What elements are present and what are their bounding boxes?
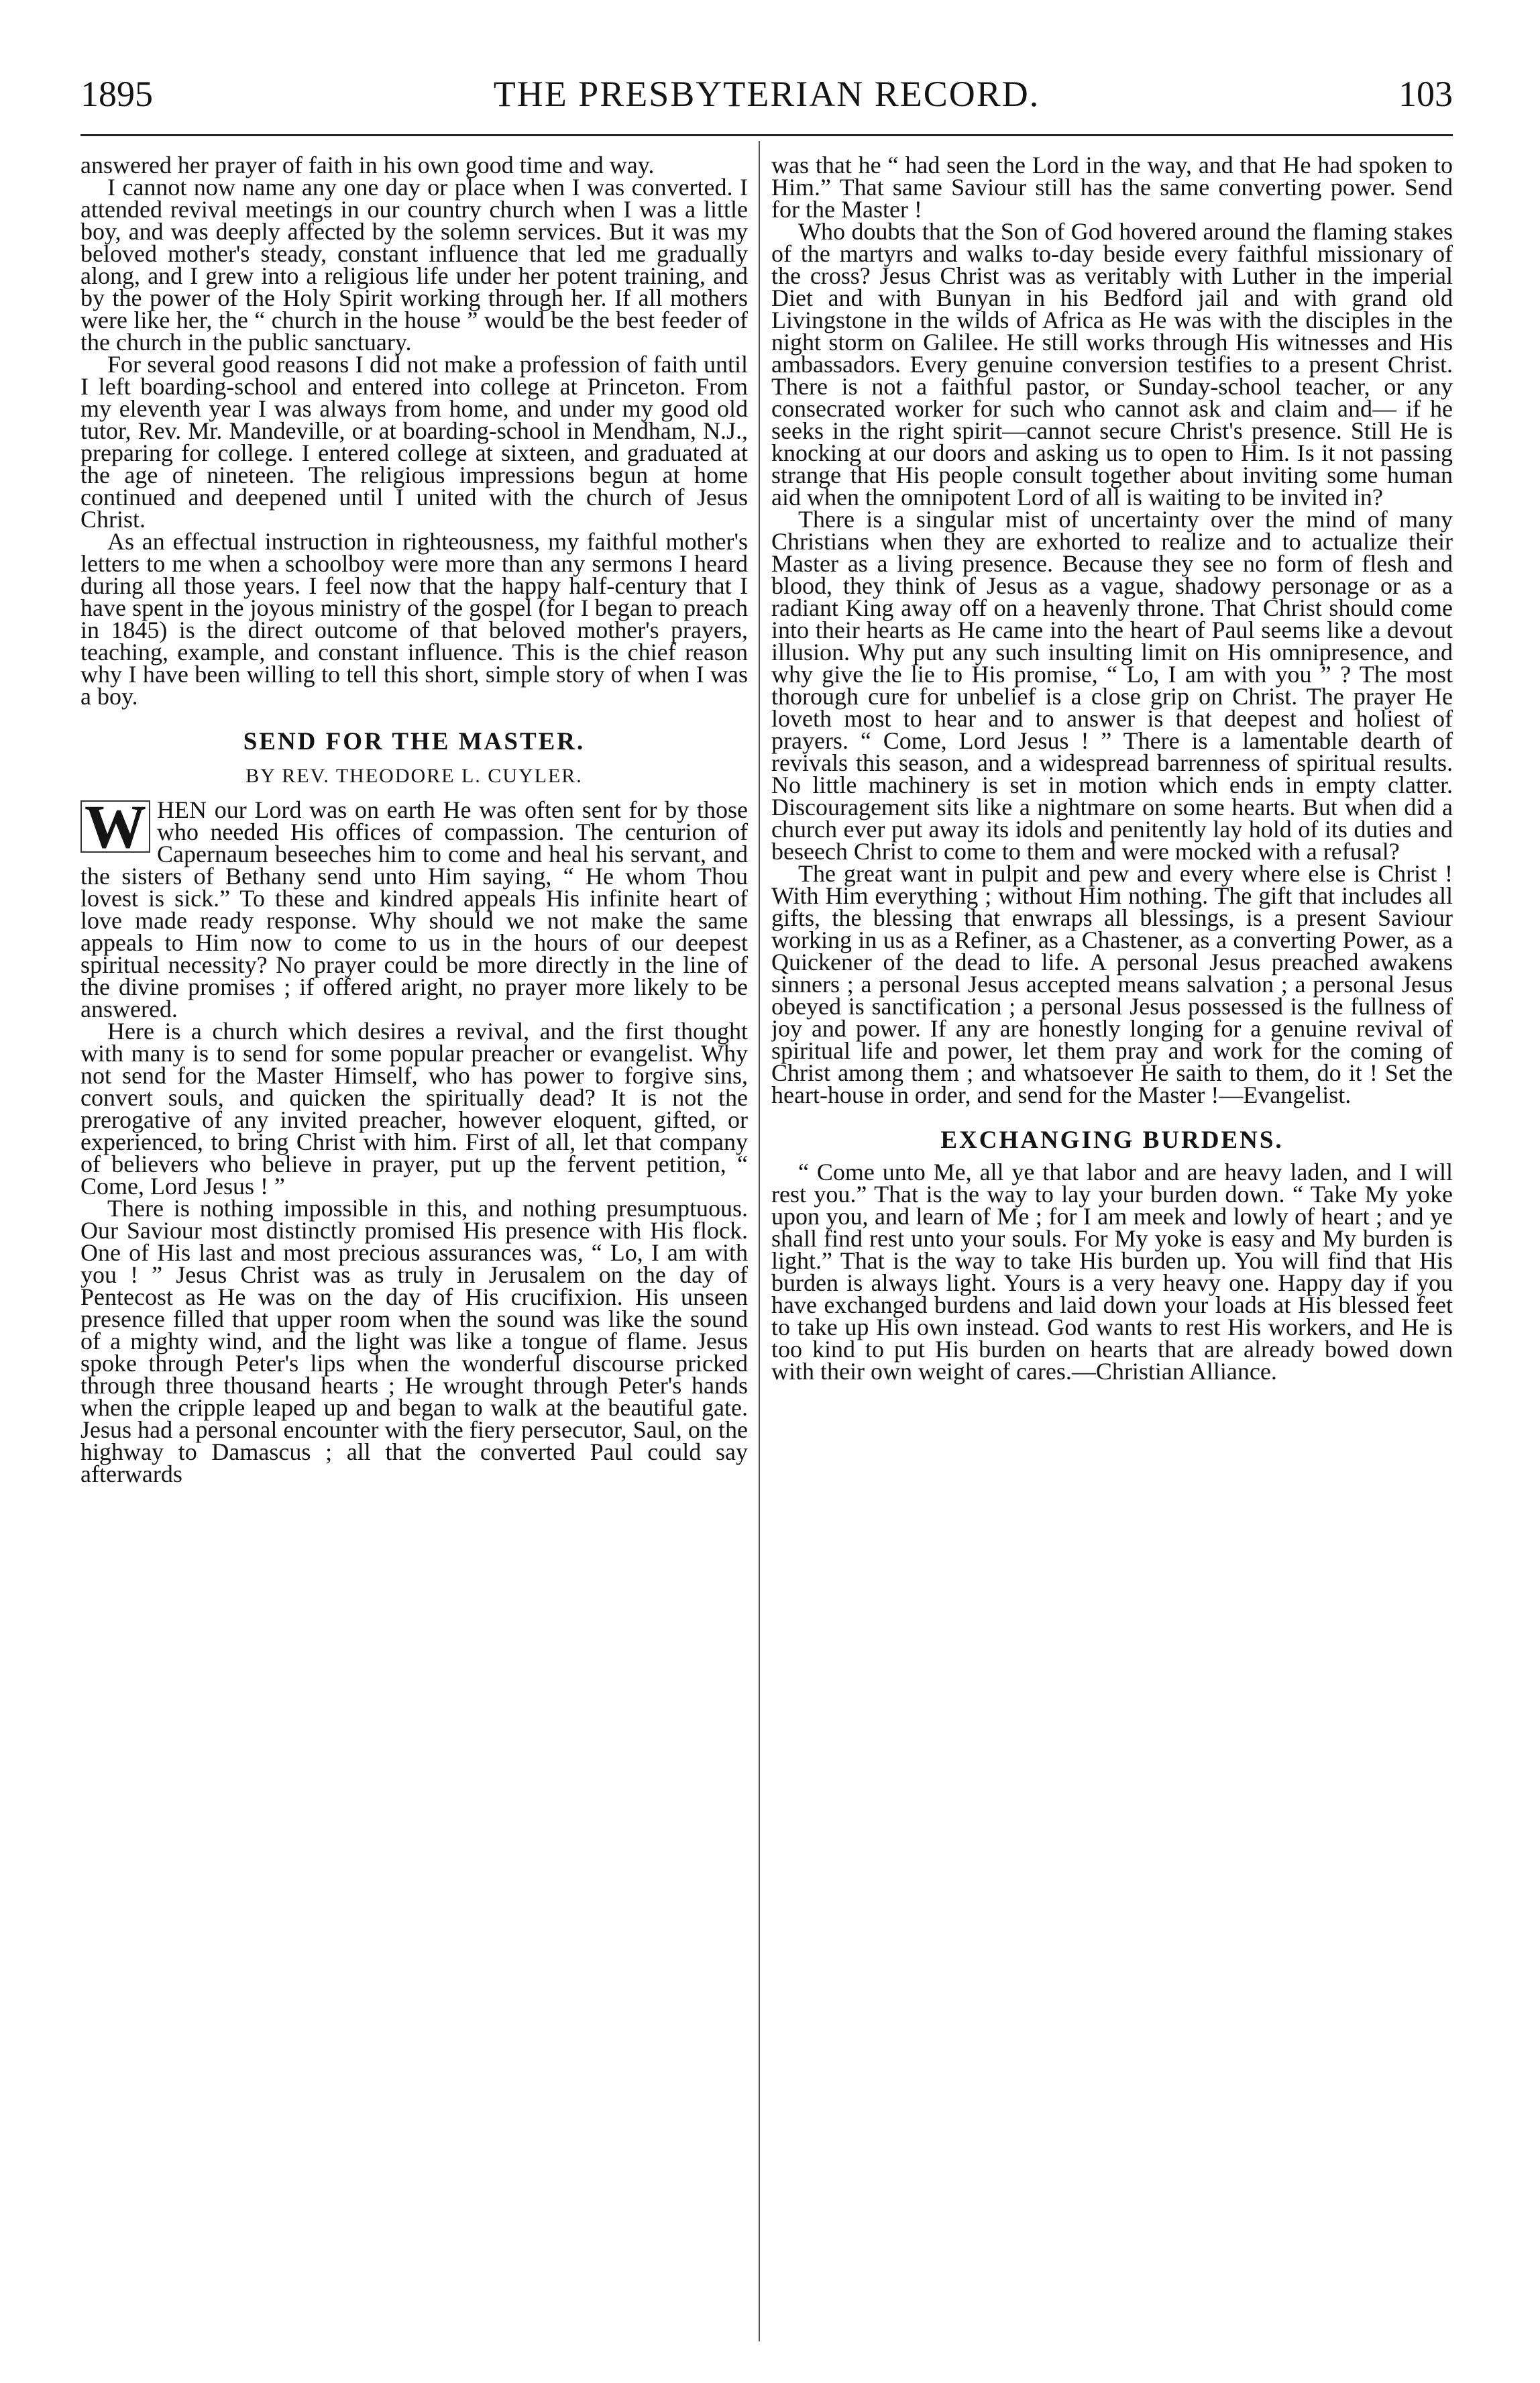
article-headline: EXCHANGING BURDENS. bbox=[940, 1126, 1284, 1154]
paragraph: Who doubts that the Son of God hovered around the flaming stakes of the martyrs and walks to-day beside every faithful missionary of the cross? Jesus Christ was as veritably with Luther in the imperial Diet and with Bunyan in his Bedford jail and with grand old Livingstone in the wilds of Africa as He was with the disciples in the night storm on Galilee. He still works through His witnesses and His ambassadors. Every genuine conversion testifies to a present Christ. There is not a faithful pastor, or Sunday-school teacher, or any consecrated worker for such who cannot ask and claim and— if he seeks in the right spirit—cannot secure Christ's presence. Still He is knocking at our doors and asking us to open to Him. Is it not passing strange that His people consult together about inviting some human aid when the omnipotent Lord of all is waiting to be invited in? bbox=[771, 218, 1453, 511]
paragraph: was that he “ had seen the Lord in the way, and that He had spoken to Him.” That same Saviour still has the same converting power. Send for the Master ! bbox=[771, 154, 1453, 223]
paragraph: I cannot now name any one day or place when I was converted. I attended revival meetings in our country church when I was a little boy, and was deeply affected by the solemn services. But it was my beloved mother's steady, constant influence that led me gradually along, and I grew into a religious life under her potent training, and by the power of the Holy Spirit working through her. If all mothers were like her, the “ church in the house ” would be the best feeder of the church in the public sanctuary. bbox=[80, 174, 748, 356]
paragraph: As an effectual instruction in righteousness, my faithful mother's letters to me when a schoolboy were more than any sermons I heard during all those years. I feel now that the happy half-century that I have spent in the joyous ministry of the gospel (for I began to preach in 1845) is the direct outcome of that beloved mother's prayers, teaching, example, and constant influence. This is the chief reason why I have been willing to tell this short, simple story of when I was a boy. bbox=[80, 528, 748, 710]
paragraph: For several good reasons I did not make a profession of faith until I left boarding-school and entered into college at Princeton. From my eleventh year I was always from home, and under my good old tutor, Rev. Mr. Mandeville, or at boarding-school in Mendham, N.J., preparing for college. I entered college at sixteen, and graduated at the age of nineteen. The religious impressions begun at home continued and deepened until I united with the church of Jesus Christ. bbox=[80, 351, 748, 533]
article-headline: SEND FOR THE MASTER. bbox=[243, 728, 586, 755]
page-header bbox=[80, 64, 1453, 124]
article-byline: BY REV. THEODORE L. CUYLER. bbox=[245, 765, 583, 787]
drop-cap: W bbox=[80, 800, 150, 853]
paragraph: There is nothing impossible in this, and nothing presumptuous. Our Saviour most distinctly promised His presence with His flock. One of His last and most precious assurances was, “ Lo, I am with you ! ” Jesus Christ was as truly in Jerusalem on the day of Pentecost as He was on the day of His crucifixion. His unseen presence filled that upper room when the sound was like the sound of a mighty wind, and the light was like a tongue of flame. Jesus spoke through Peter's lips when the wonderful discourse pricked through three thousand hearts ; He wrought through Peter's hands when the cripple leaped up and began to walk at the beautiful gate. Jesus had a personal encounter with the fiery persecutor, Saul, on the highway to Damascus ; all that the converted Paul could say afterwards bbox=[80, 1195, 748, 1487]
header-rule bbox=[80, 134, 1453, 136]
column-divider bbox=[759, 141, 760, 2341]
first-paragraph-text: HEN our Lord was on earth He was often sent for by those who needed His offices of compassion. The centurion of Capernaum beseeches him to come and heal his servant, and the sisters of Bethany send unto Him saying, “ He whom Thou lovest is sick.” To these and kindred appeals His infinite heart of love made ready response. Why should we not make the same appeals to Him now to come to us in the hours of our deepest spiritual necessity? No prayer could be more directly in the line of the divine promises ; if offered aright, no prayer more likely to be answered. bbox=[80, 796, 748, 1022]
paragraph: “ Come unto Me, all ye that labor and are heavy laden, and I will rest you.” That is the way to lay your burden down. “ Take My yoke upon you, and learn of Me ; for I am meek and lowly of heart ; and ye shall find rest unto your souls. For My yoke is easy and My burden is light.” That is the way to take His burden up. You will find that His burden is always light. Yours is a very heavy one. Happy day if you have exchanged burdens and laid down your loads at His blessed feet to take up His own instead. God wants to rest His workers, and He is too kind to put His burden on hearts that are already bowed down with their own weight of cares.—Christian Alliance. bbox=[771, 1159, 1453, 1385]
article-first-paragraph bbox=[80, 792, 748, 1022]
paragraph: The great want in pulpit and pew and every where else is Christ ! With Him everything ; without Him nothing. The gift that includes all gifts, the blessing that enwraps all blessings, is a present Saviour working in us as a Refiner, as a Chastener, as a converting Power, as a Quickener of the dead to life. A personal Jesus preached awakens sinners ; a personal Jesus accepted means salvation ; a personal Jesus obeyed is sanctification ; a personal Jesus possessed is the fullness of joy and power. If any are honestly longing for a genuine revival of spiritual life and power, let them pray and work for the coming of Christ among them ; and whatsoever He saith to them, do it ! Set the heart-house in order, and send for the Master !—Evangelist. bbox=[771, 860, 1453, 1108]
right-column bbox=[771, 154, 1453, 2321]
paragraph: answered her prayer of faith in his own good time and way. bbox=[80, 154, 655, 178]
header-title: THE PRESBYTERIAN RECORD. bbox=[493, 74, 1040, 114]
left-column bbox=[80, 154, 748, 2321]
header-year: 1895 bbox=[80, 74, 153, 114]
paragraph: Here is a church which desires a revival, and the first thought with many is to send for some popular preacher or evangelist. Why not send for the Master Himself, who has power to forgive sins, convert souls, and quicken the spiritually dead? It is not the prerogative of any invited preacher, however eloquent, gifted, or experienced, to bring Christ with him. First of all, let that company of believers who believe in prayer, put up the fervent petition, “ Come, Lord Jesus ! ” bbox=[80, 1018, 748, 1200]
header-page-number: 103 bbox=[1398, 74, 1453, 114]
paragraph: There is a singular mist of uncertainty over the mind of many Christians when they are exhorted to realize and to actualize their Master as a living presence. Because they see no form of flesh and blood, they think of Jesus as a vague, shadowy personage or as a radiant King away off on a heavenly throne. That Christ should come into their hearts as He came into the heart of Paul seems like a devout illusion. Why put any such insulting limit on His omnipresence, and why give the lie to His promise, “ Lo, I am with you ” ? The most thorough cure for unbelief is a close grip on Christ. The prayer He loveth most to hear and to answer is that deepest and holiest of prayers. “ Come, Lord Jesus ! ” There is a lamentable dearth of revivals this season, and a widespread barrenness of spiritual results. No little machinery is set in motion which ends in empty clatter. Discouragement sits like a nightmare on some hearts. But when did a church ever put away its idols and penitently lay hold of its duties and beseech Christ to come to them and were mocked with a refusal? bbox=[771, 506, 1453, 865]
